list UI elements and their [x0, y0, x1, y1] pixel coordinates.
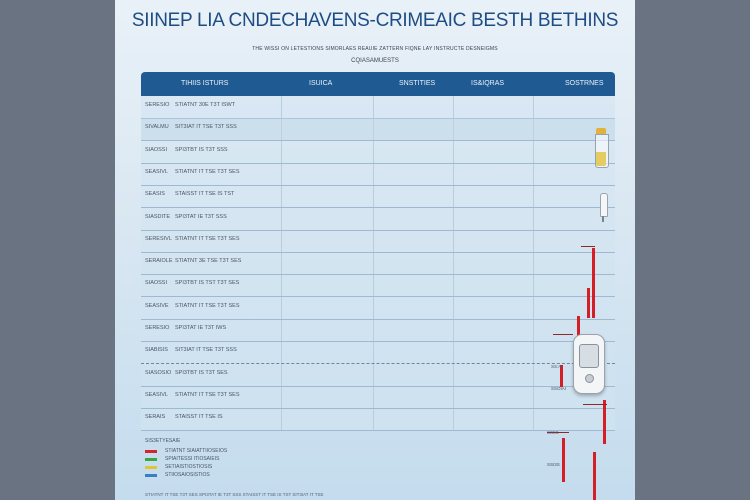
table-row	[141, 319, 615, 342]
row-description: SPI3TBT IS T3T SES	[175, 369, 228, 376]
document-subtitle: THE WISSI ON LETESTIONS SIMORLAES REAUIE ZATTERN FIQNE LAY INSTRUCTE DESNEIGMS	[252, 46, 498, 52]
legend-title: SIS3ETYESAIE	[145, 438, 181, 444]
row-description: STIATNT IT TSE T3T SES	[175, 235, 240, 242]
row-description: SPI3TBT IS T3T SSS	[175, 146, 228, 153]
table-row	[141, 274, 615, 297]
row-description: STIATNT IT TSE T3T SES	[175, 302, 240, 309]
document-sheet	[115, 0, 635, 500]
row-description: STIATNT 3E TSE T3T SES	[175, 258, 242, 265]
table-row	[141, 230, 615, 253]
table-row	[141, 141, 615, 164]
row-code: SERAIOLE	[145, 258, 173, 265]
header-cell-3: SNSTITIES	[399, 80, 436, 87]
meter-button	[585, 374, 594, 383]
row-description: STIATNT IT TSE T3T SES	[175, 391, 240, 398]
red-indicator-bar	[562, 438, 565, 482]
table-row	[141, 297, 615, 320]
header-cell-4: IS&IQRAS	[471, 80, 505, 87]
header-cell-2: ISUICA	[309, 80, 333, 87]
row-description: SPI3TAT IE T3T IWS	[175, 325, 227, 331]
row-description: STAISST IT TSE IS	[175, 414, 223, 421]
table-row	[141, 185, 615, 208]
red-indicator-bar	[593, 452, 596, 500]
vial-liquid	[596, 152, 606, 166]
row-description: SIT3IAT IT TSE T3T SSS	[175, 347, 237, 354]
red-indicator-bar	[603, 400, 606, 444]
row-description: SPI3TBT IS TST T3T SES	[175, 280, 240, 287]
row-code: SIASDITE	[145, 213, 171, 220]
meter-screen	[579, 344, 599, 368]
table-row	[141, 252, 615, 275]
header-cell-1: TIHIIS ISTURS	[181, 80, 229, 87]
table-row	[141, 364, 615, 387]
legend-label: STIIOSAIOSISTIOS	[165, 472, 210, 478]
legend-swatch	[145, 474, 157, 477]
table-row	[141, 118, 615, 141]
row-description: STIATNT IT TSE T3T SES	[175, 168, 240, 175]
side-label: SS:AI	[551, 364, 563, 369]
row-code: SERESIO	[145, 325, 170, 331]
row-code: SEASIVL	[145, 391, 168, 398]
row-code: SIASOSIO	[145, 369, 172, 376]
legend-label: STIATNT SIAIATTIIOSEIOS	[165, 448, 228, 454]
table-row	[141, 163, 615, 186]
red-indicator-bar	[587, 288, 590, 318]
red-indicator-bar	[592, 248, 595, 318]
table-row	[141, 208, 615, 231]
pen-body	[600, 193, 608, 217]
legend-swatch	[145, 458, 157, 461]
legend-swatch	[145, 450, 157, 453]
row-code: SEASIVE	[145, 302, 169, 309]
indicator-tick	[553, 334, 573, 335]
row-description: SIT3IAT IT TSE T3T SSS	[175, 124, 237, 131]
indicator-tick	[581, 246, 595, 247]
legend-label: SETIAISTIOSTIOSIS	[165, 464, 213, 470]
header-cell-5: SOSTRNES	[565, 80, 604, 87]
table-row	[141, 386, 615, 409]
table-body	[141, 96, 615, 431]
row-code: SIABISIS	[145, 347, 168, 354]
legend-swatch	[145, 466, 157, 469]
row-code: SERAIS	[145, 414, 166, 421]
side-label: SSI3S	[547, 462, 560, 467]
side-label: SSOIAI	[551, 386, 567, 391]
table-row	[141, 408, 615, 431]
table-header	[141, 72, 615, 96]
table-row	[141, 96, 615, 119]
pen-needle	[602, 216, 604, 222]
row-code: SIVALMU	[145, 124, 169, 131]
row-description: STIATNT 30E T3T ISWT	[175, 102, 236, 108]
row-description: SPI3TAT IE T3T SSS	[175, 213, 227, 220]
row-code: SEASIVL	[145, 168, 168, 175]
red-indicator-bar	[577, 316, 580, 336]
document-footer: STIATNT IT TSE T3T SES SPI3TAT IE T3T SSS STAISST IT TSE IS TST SIT3IAT IT TSE	[145, 492, 324, 497]
row-code: SIAOSSI	[145, 146, 168, 153]
side-label: SSIIS	[547, 430, 559, 435]
row-code: SEASIS	[145, 191, 165, 198]
row-description: STAISST IT TSE IS TST	[175, 191, 235, 198]
glucose-meter-icon	[573, 334, 605, 394]
legend-label: SPIAITESSI ITIOSAIEIS	[165, 456, 220, 462]
row-code: SERESIO	[145, 102, 170, 108]
vial-icon	[593, 128, 609, 168]
table-row	[141, 341, 615, 364]
row-code: SERESIVL	[145, 235, 172, 242]
row-code: SIAOSSI	[145, 280, 168, 287]
indicator-tick	[583, 404, 607, 405]
insulin-pen-icon	[599, 193, 607, 223]
document-title: SIINEP LIA CNDECHAVENS-CRIMEAIC BESTH BETHINS	[131, 10, 619, 31]
document-subheading: CQIASAMUESTS	[351, 58, 399, 64]
